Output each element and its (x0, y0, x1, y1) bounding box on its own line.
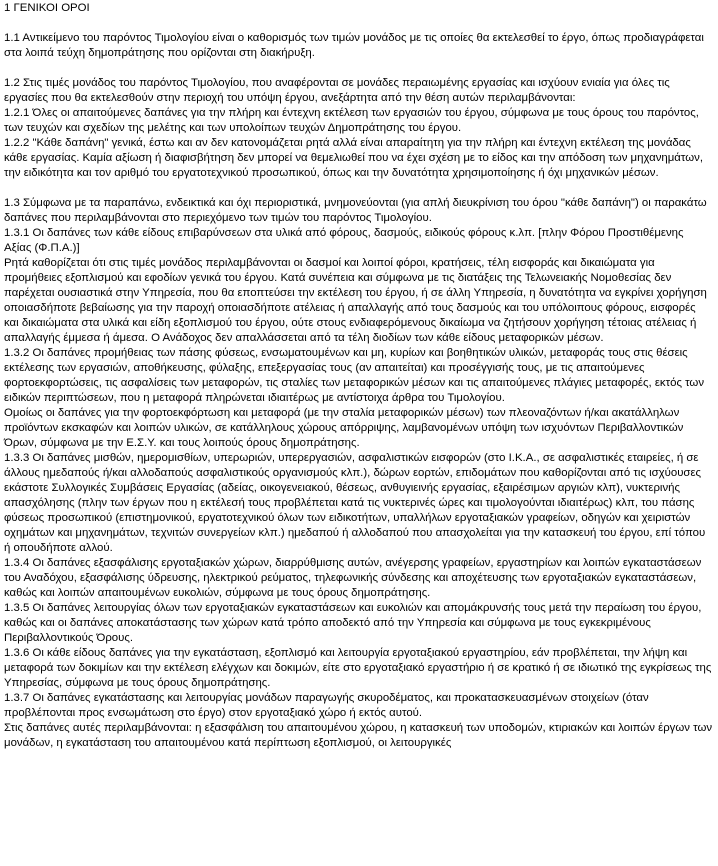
paragraph-1-3-3: 1.3.3 Οι δαπάνες μισθών, ημερομισθίων, υπερωριών, υπερεργασιών, ασφαλιστικών εισφορών (στο Ι.Κ.Α., σε ασφαλιστικές εταιρείες, ή σε άλλους ημεδαπούς ή/και αλλοδαπούς ασφαλιστικούς οργανισμούς κλπ.), δώρων εορτών, επιδομάτων που καθορίζονται από τις ισχύουσες εκάστοτε Συλλογικές Συμβάσεις Εργασίας (αδείας, οικογενειακού, θέσεως, ανθυγιεινής εργασίας, εξαιρέσιμων αργιών κλπ), νυκτερινής απασχόλησης (πλην των έργων που η εκτέλεσή τους προβλέπεται κατά τις νυκτερινές ώρες και τιμολογούνται ιδιαιτέρως) κλπ, του πάσης φύσεως προσωπικού (επιστημονικού, εργατοτεχνικού όλων των ειδικοτήτων, υπαλλήλων εργοταξιακών γραφείων, οδηγών και χειριστών οχημάτων και μηχανημάτων, τεχνιτών συνεργείων κλπ.) ημεδαπού ή αλλοδαπού που απασχολείται για την κατασκευή του έργου, επί τόπου ή οπουδήποτε αλλού. (4, 452, 706, 554)
paragraph-1-3-1-continued: Ρητά καθορίζεται ότι στις τιμές μονάδος περιλαμβάνονται οι δασμοί και λοιποί φόροι, κρατήσεις, τέλη εισφοράς και δικαιώματα για προμήθειες εξοπλισμού και εφοδίων γενικά του έργου. Κατά συνέπεια και σύμφωνα με τις διατάξεις της Τελωνειακής Νομοθεσίας δεν παρέχεται ουσιαστικά στην Υπηρεσία, που θα εποπτεύσει την εκτέλεση του έργου, ή σε άλλη Υπηρεσία, η δυνατότητα να εγκρίνει χορήγηση οποιασδήποτε βεβαίωσης για την παροχή οποιασδήποτε ατέλειας ή απαλλαγής από τους δασμούς και του υπόλοιπους φόρους, εισφορές και δικαιώματα στα υλικά και είδη εξοπλισμού του έργου, ούτε στους ενδιαφερόμενους δικαίωμα να ζητήσουν χορήγηση τέτοιας ατέλειας ή απαλλαγής έμμεσα ή άμεσα. Ο Ανάδοχος δεν απαλλάσσεται από τα τέλη διοδίων των κάθε είδους μεταφορικών μέσων. (4, 257, 707, 344)
paragraph-spacer (4, 61, 713, 76)
paragraph-1-2-2: 1.2.2 "Κάθε δαπάνη" γενικά, έστω και αν δεν κατονομάζεται ρητά αλλά είναι απαραίτητη για την πλήρη και έντεχνη εκτέλεση της μονάδας κάθε εργασίας. Καμία αξίωση ή διαφισβήτηση δεν μπορεί να θεμελιωθεί που να έχει σχέση με το είδος και την απόδοση των μηχανημάτων, την ειδικότητα και τον αριθμό του εργατοτεχνικού προσωπικού, όπως και την δυνατότητα χρησιμοποίησης ή όχι μηχανικών μέσων. (4, 137, 703, 179)
paragraph-spacer (4, 16, 713, 31)
paragraph-1-3-7-continued: Στις δαπάνες αυτές περιλαμβάνονται: η εξασφάλιση του απαιτουμένου χώρου, η κατασκευή των υποδομών, κτιριακών και λοιπών έργων των μονάδων, η εγκατάσταση του απαιτουμένου κατά περίπτωση εξοπλισμού, οι λειτουργικές (4, 722, 713, 749)
paragraph-1-3-4: 1.3.4 Οι δαπάνες εξασφάλισης εργοταξιακών χώρων, διαρρύθμισης αυτών, ανέγερσης γραφείων, εργαστηρίων και λοιπών εγκαταστάσεων του Αναδόχου, εξασφάλισης ύδρευσης, ηλεκτρικού ρεύματος, τηλεφωνικής σύνδεσης και αποχέτευσης των εργοταξιακών εγκαταστάσεων, καθώς και λοιπών απαιτουμένων ευκολιών, σύμφωνα με τους όρους δημοπράτησης. (4, 557, 702, 599)
paragraph-1-3-2: 1.3.2 Οι δαπάνες προμήθειας των πάσης φύσεως, ενσωματουμένων και μη, κυρίων και βοηθητικών υλικών, μεταφοράς τους στις θέσεις εκτέλεσης των εργασιών, αποθήκευσης, φύλαξης, επεξεργασίας τους (αν απαιτείται) και προσέγγισής τους, με τις απαιτούμενες φορτοεκφορτώσεις, τις ασφαλίσεις των μεταφορών, τις σταλίες των μεταφορικών μέσων και τις απαιτούμενες πλάγιες μεταφορές, εκτός των ειδικών περιπτώσεων, που η μεταφορά πληρώνεται ιδιαιτέρως με αντίστοιχα άρθρα του Τιμολογίου. (4, 347, 705, 404)
paragraph-1-3-1: 1.3.1 Οι δαπάνες των κάθε είδους επιβαρύνσεων στα υλικά από φόρους, δασμούς, ειδικούς φόρους κ.λπ. [πλην Φόρου Προστιθέμενης Αξίας (Φ.Π.Α.)] (4, 227, 684, 254)
paragraph-1-1: 1.1 Αντικείμενο του παρόντος Τιμολογίου είναι ο καθορισμός των τιμών μονάδος με τις οποίες θα εκτελεσθεί το έργο, όπως προδιαγράφεται στα λοιπά τεύχη δημοπράτησης που ορίζονται στη διακήρυξη. (4, 32, 704, 59)
paragraph-1-3-7: 1.3.7 Οι δαπάνες εγκατάστασης και λειτουργίας μονάδων παραγωγής σκυροδέματος, και προκατασκευασμένων στοιχείων (όταν προβλέπονται προς ενσωμάτωση στο έργο) στον εργοταξιακό χώρο ή εκτός αυτού. (4, 692, 649, 719)
paragraph-1-3-5: 1.3.5 Οι δαπάνες λειτουργίας όλων των εργοταξιακών εγκαταστάσεων και ευκολιών και απομάκρυνσής τους μετά την περαίωση του έργου, καθώς και οι δαπάνες αποκατάστασης των χώρων κατά τρόπο αποδεκτό από την Υπηρεσία και σύμφωνα με τους εγκεκριμένους Περιβαλλοντικούς Όρους. (4, 602, 702, 644)
paragraph-1-3-6: 1.3.6 Οι κάθε είδους δαπάνες για την εγκατάσταση, εξοπλισμό και λειτουργία εργοταξιακού εργαστηρίου, εάν προβλέπεται, την λήψη και μεταφορά των δοκιμίων και την εκτέλεση ελέγχων και δοκιμών, είτε στο εργοταξιακό εργαστήριο ή σε κρατικό ή σε ιδιωτικό της εγκρίσεως της Υπηρεσίας, σύμφωνα με τους όρους δημοπράτησης. (4, 647, 712, 689)
paragraph-1-3-2-continued: Ομοίως οι δαπάνες για την φορτοεκφόρτωση και μεταφορά (με την σταλία μεταφορικών μέσων) των πλεοναζόντων ή/και ακατάλληλων προϊόντων εκσκαφών και λοιπών υλικών, σε κατάλληλους χώρους απόρριψης, λαμβανομένων υπόψη των ισχυόντων Περιβαλλοντικών Όρων, σύμφωνα με την Ε.Σ.Υ. και τους λοιπούς όρους δημοπράτησης. (4, 407, 684, 449)
paragraph-1-2: 1.2 Στις τιμές μονάδος του παρόντος Τιμολογίου, που αναφέρονται σε μονάδες περαιωμένης εργασίας και ισχύουν ενιαία για όλες τις εργασίες που θα εκτελεσθούν στην περιοχή του υπόψη έργου, ανεξάρτητα από την θέση αυτών περιλαμβάνονται: (4, 77, 670, 104)
paragraph-1-3: 1.3 Σύμφωνα με τα παραπάνω, ενδεικτικά και όχι περιοριστικά, μνημονεύονται (για απλή διευκρίνιση του όρου "κάθε δαπάνη") οι παρακάτω δαπάνες που περιλαμβάνονται στο περιεχόμενο των τιμών του παρόντος Τιμολογίου. (4, 197, 707, 224)
section-title: 1 ΓΕΝΙΚΟΙ ΟΡΟΙ (4, 2, 90, 14)
paragraph-1-2-1: 1.2.1 Όλες οι απαιτούμενες δαπάνες για την πλήρη και έντεχνη εκτέλεση των εργασιών του έργου, σύμφωνα με τους όρους του παρόντος, των τευχών και σχεδίων της μελέτης και των υπολοίπων τευχών Δημοπράτησης του έργου. (4, 107, 699, 134)
paragraph-spacer (4, 181, 713, 196)
